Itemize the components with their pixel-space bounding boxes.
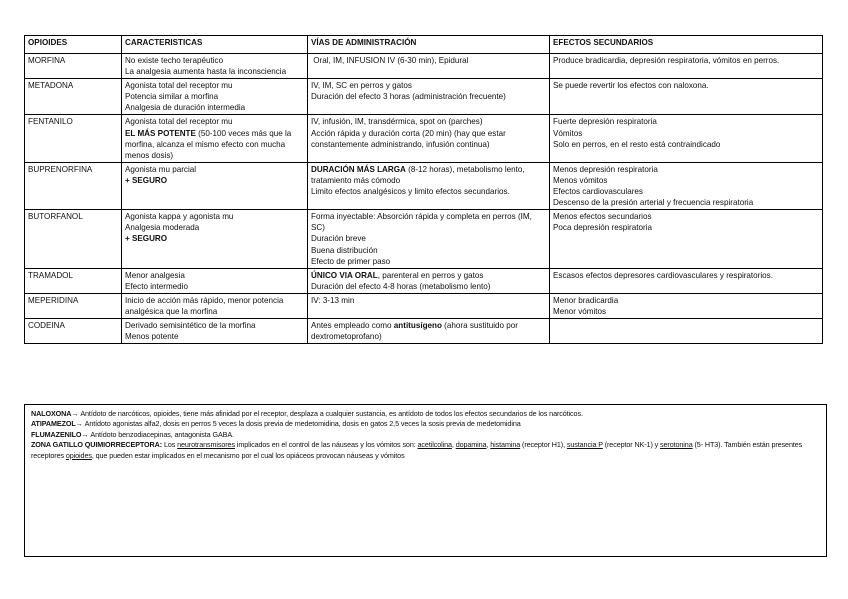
caracteristicas-cell (122, 79, 308, 115)
notes-underlined-term: histamina (490, 440, 521, 450)
notes-underlined-term: opioides (65, 450, 92, 460)
caracteristicas-line: Agonista mu parcial (125, 164, 197, 174)
caracteristicas-line: + SEGURO (125, 175, 168, 185)
caracteristicas-line (125, 128, 305, 161)
caracteristicas-cell (122, 54, 308, 79)
vias-line: Duración del efecto 3 horas (administración frecuente) (311, 92, 506, 102)
efectos-line: Descenso de la presión arterial y frecuencia respiratoria (553, 198, 754, 208)
caracteristicas-line: Agonista kappa y agonista mu (125, 212, 234, 222)
notes-heading: NALOXONA→ (31, 409, 81, 418)
vias-line: Buena distribución (311, 245, 378, 255)
notes-underlined-term: serotonina (660, 440, 693, 450)
vias-segment: (ahora sustituido por dextrometoprofano) (311, 321, 521, 342)
efectos-line: Poca depresión respiratoria (553, 223, 652, 233)
caracteristicas-line: Menor analgesia (125, 270, 185, 280)
vias-line: IV, IM, SC en perros y gatos (311, 81, 412, 91)
vias-cell (308, 210, 550, 268)
efectos-line: Menor bradicardia (553, 295, 619, 305)
vias-cell (308, 115, 550, 162)
caracteristicas-line: Agonista total del receptor mu (125, 81, 233, 91)
efectos-cell (550, 79, 823, 115)
notes-heading: ATIPAMEZOL→ (31, 419, 85, 429)
efectos-line: Escasos efectos depresores cardiovasculares y respiratorios. (553, 270, 773, 280)
caracteristicas-line: Menos potente (125, 332, 179, 342)
efectos-cell (550, 54, 823, 79)
caracteristicas-line: No existe techo terapéutico (125, 56, 224, 65)
table-row (25, 54, 823, 79)
vias-segment: Antes empleado como (311, 321, 394, 331)
notes-underlined-term: acetilcolina (417, 440, 452, 450)
efectos-line: Solo en perros, en el resto está contraindicado (553, 139, 721, 149)
vias-cell (308, 319, 550, 344)
notes-text: Antídoto agonistas alfa2, dosis en perros 5 veces la dosis previa de medetomidina, dosis en gatos 2,5 veces la sosis previa de medetomidina (84, 419, 521, 429)
drug-name-cell: TRAMADOL (25, 268, 122, 293)
notes-heading: FLUMAZENILO→ (31, 429, 91, 439)
notes-text: Antídoto de narcóticos, opioides, tiene más afinidad por el receptor, desplaza a cualquier sustancia, es antídoto de todos los efectos secundarios de los narcóticos. (80, 409, 583, 418)
notes-text: , (486, 440, 491, 450)
efectos-line: Efectos cardiovasculares (553, 187, 643, 197)
vias-cell (308, 162, 550, 209)
vias-line: Duración breve (311, 234, 366, 244)
efectos-cell (550, 268, 823, 293)
notes-line (31, 430, 822, 440)
vias-segment: antitusígeno (393, 321, 442, 331)
notes-box (24, 404, 827, 557)
efectos-line: Vómitos (553, 128, 583, 138)
table-header-row (25, 36, 823, 54)
notes-line (31, 419, 822, 429)
vias-line: IV, infusión, IM, transdérmica, spot on (parches) (311, 117, 483, 127)
vias-cell (308, 79, 550, 115)
vias-cell (308, 293, 550, 318)
caracteristicas-segment: (50-100 veces más que la morfina, alcanza el mismo efecto con mucha menos dosis) (125, 128, 294, 160)
drug-name-cell: MEPERIDINA (25, 293, 122, 318)
notes-text: Los (163, 440, 178, 450)
efectos-cell (550, 115, 823, 162)
efectos-line: Se puede revertir los efectos con naloxona. (553, 81, 709, 91)
caracteristicas-line: Efecto intermedio (125, 281, 188, 291)
caracteristicas-line: Inicio de acción más rápido, menor potencia analgésica que la morfina (125, 295, 286, 316)
table-row (25, 293, 823, 318)
vias-segment: ÚNICO VIA ORAL (311, 270, 378, 280)
notes-text: Antídoto benzodiacepinas, antagonista GABA. (90, 429, 234, 439)
notes-line (31, 440, 822, 461)
caracteristicas-segment: EL MÁS POTENTE (125, 128, 196, 138)
caracteristicas-line: + SEGURO (125, 234, 168, 244)
vias-segment: (8-12 horas), metabolismo lento, tratamiento más cómodo (311, 164, 527, 185)
caracteristicas-cell (122, 115, 308, 162)
notes-text: (receptor H1), (520, 440, 567, 450)
caracteristicas-line: La analgesia aumenta hasta la inconsciencia (125, 67, 287, 77)
efectos-line: Menos vómitos (553, 175, 608, 185)
vias-line (311, 270, 547, 281)
notes-underlined-term: neurotransmisores (177, 440, 235, 450)
table-body (25, 54, 823, 344)
notes-text: implicados en el control de las náuseas y los vómitos son: (234, 440, 418, 450)
caracteristicas-line: Analgesia moderada (125, 223, 200, 233)
vias-line: Acción rápida y duración corta (20 min) (hay que estar constantemente administrando, infusión continua) (311, 128, 509, 149)
notes-heading: ZONA GATILLO QUIMIORRECEPTORA: (31, 440, 164, 450)
opioids-table (24, 35, 823, 344)
efectos-cell (550, 293, 823, 318)
caracteristicas-cell (122, 210, 308, 268)
vias-line (311, 164, 547, 186)
caracteristicas-line: Potencia similar a morfina (125, 92, 219, 102)
header-opioides: OPIOIDES (25, 36, 122, 54)
table-row (25, 162, 823, 209)
caracteristicas-line: Analgesia de duración intermedia (125, 103, 246, 113)
caracteristicas-cell (122, 293, 308, 318)
table-row (25, 79, 823, 115)
vias-cell (308, 54, 550, 79)
header-caracteristicas: CARACTERISTICAS (122, 36, 308, 54)
notes-underlined-term: sustancia P (566, 440, 603, 450)
header-vias: VÍAS DE ADMINISTRACIÓN (308, 36, 550, 54)
caracteristicas-cell (122, 319, 308, 344)
notes-line (31, 409, 822, 419)
vias-cell (308, 268, 550, 293)
notes-text: (receptor NK-1) y (602, 440, 661, 450)
vias-line: Oral, IM, INFUSION IV (6-30 min), Epidural (311, 56, 469, 65)
drug-name-cell: METADONA (25, 79, 122, 115)
drug-name-cell: FENTANILO (25, 115, 122, 162)
notes-text: , que pueden estar implicados en el mecanismo por el cual los opiáceos provocan náuseas y vómitos (91, 450, 405, 460)
header-efectos: EFECTOS SECUNDARIOS (550, 36, 823, 54)
vias-segment: DURACIÓN MÁS LARGA (311, 164, 406, 174)
drug-name-cell: CODEINA (25, 319, 122, 344)
vias-line: Duración del efecto 4-8 horas (metabolismo lento) (311, 281, 491, 291)
caracteristicas-cell (122, 268, 308, 293)
efectos-line: Menos efectos secundarios (553, 212, 652, 222)
notes-underlined-term: dopamina (455, 440, 487, 450)
table-row (25, 115, 823, 162)
efectos-cell (550, 210, 823, 268)
efectos-line: Produce bradicardia, depresión respiratoria, vómitos en perros. (553, 56, 780, 65)
drug-name-cell: MORFINA (25, 54, 122, 79)
caracteristicas-line: Derivado semisintético de la morfina (125, 321, 256, 331)
vias-line: IV: 3-13 min (311, 295, 355, 305)
vias-line: Limito efectos analgésicos y limito efectos secundarios. (311, 187, 510, 197)
drug-name-cell: BUTORFANOL (25, 210, 122, 268)
vias-segment: , parenteral en perros y gatos (377, 270, 484, 280)
efectos-line: Fuerte depresión respiratoria (553, 117, 657, 127)
table-row (25, 319, 823, 344)
drug-name-cell: BUPRENORFINA (25, 162, 122, 209)
efectos-line: Menos depresión respiratoria (553, 164, 658, 174)
vias-line: Efecto de primer paso (311, 256, 391, 266)
table-row (25, 210, 823, 268)
caracteristicas-cell (122, 162, 308, 209)
vias-line (311, 320, 547, 342)
efectos-cell (550, 319, 823, 344)
vias-line: Forma inyectable: Absorción rápida y completa en perros (IM, SC) (311, 212, 535, 233)
caracteristicas-line: Agonista total del receptor mu (125, 117, 233, 127)
notes-text: (5- HT3). También están presentes receptores (31, 440, 803, 460)
table-row (25, 268, 823, 293)
notes-text: , (451, 440, 456, 450)
efectos-line: Menor vómitos (553, 306, 607, 316)
efectos-cell (550, 162, 823, 209)
